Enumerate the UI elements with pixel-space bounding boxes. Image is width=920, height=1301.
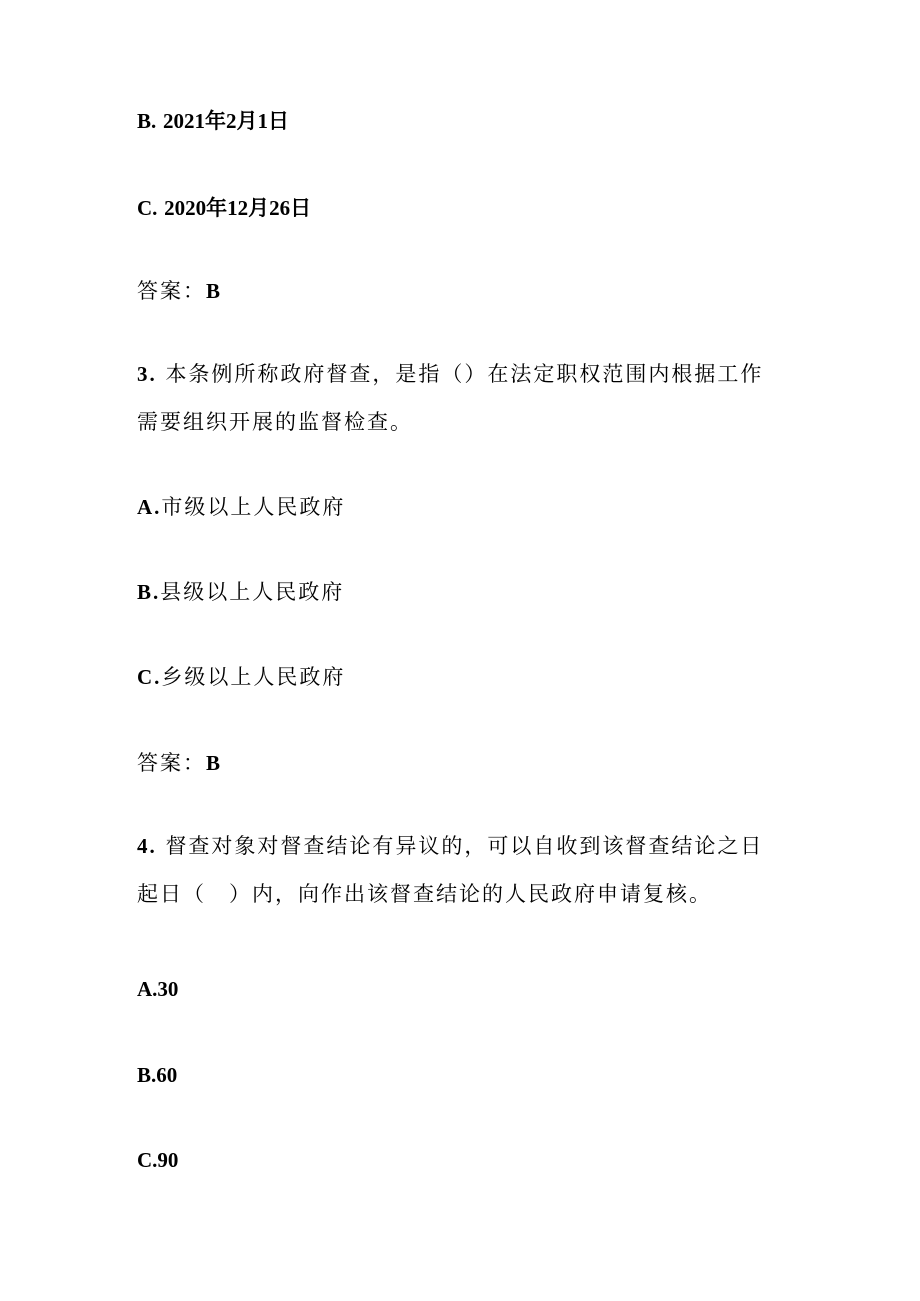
q4-number: 4. — [137, 834, 157, 858]
q4-option-b — [137, 1060, 177, 1090]
q3-answer-value: B — [206, 751, 223, 775]
q2-option-b-text: 2021年2月1日 — [162, 109, 289, 133]
q3-option-b-text: 县级以上人民政府 — [160, 580, 345, 604]
q3-option-a — [137, 492, 345, 522]
q2-answer-value: B — [206, 279, 223, 303]
q2-option-b-label: B. — [137, 109, 157, 133]
q3-answer — [137, 748, 222, 778]
q4-question-text-2: 起日（ ）内，向作出该督查结论的人民政府申请复核。 — [137, 882, 712, 906]
q4-option-a-text: A.30 — [137, 977, 179, 1001]
q4-question-text-1: 督查对象对督查结论有异议的，可以自收到该督查结论之日 — [165, 834, 764, 858]
q3-option-b-label: B. — [137, 580, 161, 604]
q3-option-a-label: A. — [137, 495, 162, 519]
q3-question-line-2 — [137, 407, 413, 437]
q4-question-line-2 — [137, 879, 712, 909]
q3-answer-label: 答案： — [137, 751, 206, 775]
q3-number: 3. — [137, 362, 157, 386]
q3-option-c-label: C. — [137, 665, 162, 689]
q3-option-b — [137, 577, 344, 607]
q3-option-c — [137, 662, 345, 692]
q4-option-b-text: B.60 — [137, 1063, 178, 1087]
q4-question-line-1 — [137, 831, 763, 861]
q2-answer-label: 答案： — [137, 279, 206, 303]
q2-answer — [137, 276, 222, 306]
q2-option-b — [137, 106, 289, 136]
q2-option-c-label: C. — [137, 196, 158, 220]
q3-option-c-text: 乡级以上人民政府 — [161, 665, 346, 689]
q3-option-a-text: 市级以上人民政府 — [161, 495, 346, 519]
q4-option-a — [137, 974, 178, 1004]
q2-option-c-text: 2020年12月26日 — [164, 196, 312, 220]
q3-question-text-1: 本条例所称政府督查，是指（）在法定职权范围内根据工作 — [165, 362, 764, 386]
q4-option-c — [137, 1145, 178, 1175]
q4-option-c-text: C.90 — [137, 1148, 179, 1172]
q3-question-text-2: 需要组织开展的监督检查。 — [137, 410, 413, 434]
q2-option-c — [137, 193, 311, 223]
q3-question-line-1 — [137, 359, 763, 389]
